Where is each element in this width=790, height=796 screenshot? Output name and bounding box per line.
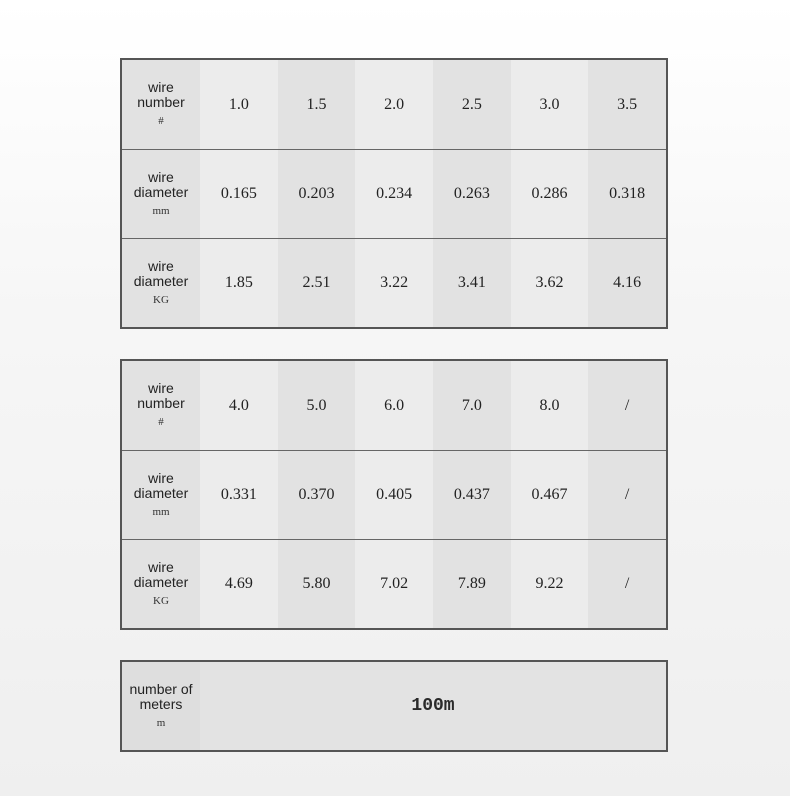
- header-unit: KG: [153, 293, 169, 306]
- header-line-1: wire: [148, 558, 174, 575]
- table-cell: 2.51: [278, 238, 356, 327]
- header-line-2: diameter: [133, 484, 189, 501]
- header-unit: #: [158, 416, 164, 428]
- row-header-wire-diameter-mm: [122, 149, 200, 238]
- row-header-wire-diameter-kg: [122, 238, 200, 327]
- table-cell: 3.62: [511, 238, 589, 327]
- header-line-1: wire: [148, 79, 174, 95]
- header-line-2: diameter: [133, 272, 189, 289]
- table-cell: 1.5: [278, 60, 356, 149]
- table-cell: 9.22: [511, 539, 589, 628]
- table-cell: 0.467: [511, 450, 589, 539]
- meters-table: [120, 660, 668, 752]
- table-cell: 2.0: [355, 60, 433, 149]
- table-cell: 0.286: [511, 149, 589, 238]
- table-cell: 0.318: [588, 149, 666, 238]
- table-cell: /: [588, 450, 666, 539]
- table-cell: 7.02: [355, 539, 433, 628]
- table-cell: 7.0: [433, 361, 511, 450]
- header-line-2: number: [137, 395, 185, 411]
- spec-table-1: [120, 58, 668, 329]
- table-cell: 4.16: [588, 238, 666, 327]
- row-header-wire-number: [122, 361, 200, 450]
- header-unit: mm: [152, 505, 170, 518]
- table-cell: 0.370: [278, 450, 356, 539]
- header-line-1: wire: [148, 380, 174, 396]
- table-cell: 0.234: [355, 149, 433, 238]
- table-cell: 3.0: [511, 60, 589, 149]
- header-unit: mm: [152, 204, 170, 217]
- table-cell: 4.69: [200, 539, 278, 628]
- header-line-2: number: [137, 94, 185, 110]
- table-cell: 6.0: [355, 361, 433, 450]
- table-cell: 0.405: [355, 450, 433, 539]
- table-cell: /: [588, 361, 666, 450]
- table-cell: 0.331: [200, 450, 278, 539]
- table-cell: 3.22: [355, 238, 433, 327]
- header-line-2: diameter: [133, 183, 189, 200]
- header-line-1: wire: [148, 168, 174, 185]
- header-unit: #: [158, 115, 164, 127]
- table-cell: 7.89: [433, 539, 511, 628]
- header-line-2: meters: [139, 695, 183, 712]
- table-cell: 1.0: [200, 60, 278, 149]
- table-cell: 3.5: [588, 60, 666, 149]
- table-cell: 0.437: [433, 450, 511, 539]
- table-cell: 0.165: [200, 149, 278, 238]
- table-cell: 8.0: [511, 361, 589, 450]
- header-line-1: number of: [129, 680, 193, 697]
- header-line-1: wire: [148, 469, 174, 486]
- header-unit: KG: [153, 594, 169, 607]
- table-cell: 4.0: [200, 361, 278, 450]
- table-cell: 2.5: [433, 60, 511, 149]
- spec-table-2: [120, 359, 668, 630]
- table-cell: 0.203: [278, 149, 356, 238]
- row-header-wire-diameter-kg: [122, 539, 200, 628]
- header-unit: m: [156, 716, 166, 729]
- table-cell: 5.80: [278, 539, 356, 628]
- row-header-wire-number: [122, 60, 200, 149]
- table-cell: /: [588, 539, 666, 628]
- header-line-1: wire: [148, 257, 174, 274]
- table-cell: 5.0: [278, 361, 356, 450]
- meters-value: 100m: [200, 662, 666, 750]
- table-cell: 0.263: [433, 149, 511, 238]
- header-line-2: diameter: [133, 573, 189, 590]
- row-header-wire-diameter-mm: [122, 450, 200, 539]
- table-cell: 1.85: [200, 238, 278, 327]
- table-cell: 3.41: [433, 238, 511, 327]
- row-header-number-of-meters: [122, 662, 200, 750]
